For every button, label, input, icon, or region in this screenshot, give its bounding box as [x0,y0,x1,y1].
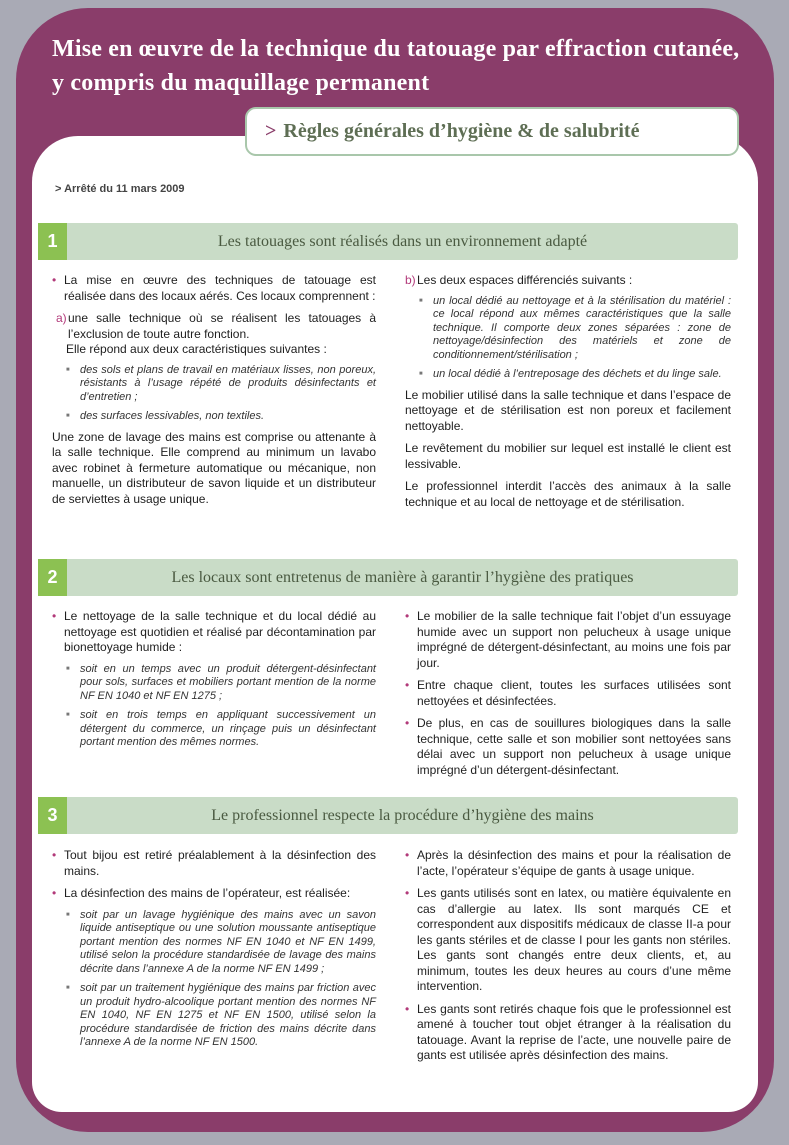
item-text: Les deux espaces différenciés suivants : [417,273,633,287]
section-header-3 [38,797,738,834]
section-title: Le professionnel respecte la procédure d’hygiène des mains [211,806,594,824]
sub-bullet-item: ■ des sols et plans de travail en matériaux lisses, non poreux, résistants à l’usage répété de produits désinfectants et d’entretien ; [64,364,376,405]
sub-bullet-item: ■ soit par un traitement hygiénique des mains par friction avec un produit hydro-alcoolique portant mention des normes NF EN 1040, NF EN 1275 et NF EN 1500, utilisé selon la procédure standardisée de friction des mains décrite dans l’annexe A de la norme NF EN 1500. [64,982,376,1050]
sub-bullet-item: ■ des surfaces lessivables, non textiles. [64,410,376,424]
bullet-item: • La désinfection des mains de l’opérateur, est réalisée: [52,886,376,902]
section-3-right-column [405,848,731,1071]
section-number: 2 [38,559,67,596]
bullet-item: • Après la désinfection des mains et pour la réalisation de l’acte, l’opérateur s’équipe de gants à usage unique. [405,848,731,879]
item-letter: a) [56,311,67,325]
paragraph: Une zone de lavage des mains est comprise ou attenante à la salle technique. Elle comprend au minimum un lavabo avec robinet à fermeture automatique ou mécanique, non manuelle, un distributeur de savon liquide et un distributeur de serviettes à usage unique. [52,429,376,506]
sub-bullet-item: ■ un local dédié à l’entreposage des déchets et du linge sale. [417,368,731,382]
bullet-item: • Les gants utilisés sont en latex, ou matière équivalente en cas d’allergie au latex. Ils sont marqués CE et correspondent aux dispositifs médicaux de classe II-a pour les gants stériles et de classe I pour les gants non stériles. Les gants sont changés entre deux clients, et, au minimum, toutes les deux heures au cours d’une même intervention. [405,886,731,995]
decree-reference: > Arrêté du 11 mars 2009 [55,183,185,195]
page-title: Mise en œuvre de la technique du tatouage par effraction cutanée, y compris du maquillage permanent [52,36,740,96]
paragraph: Le professionnel interdit l’accès des animaux à la salle technique et au local de nettoyage et de stérilisation. [405,479,731,509]
item-text: une salle technique où se réalisent les tatouages à l’exclusion de toute autre fonction. [68,311,376,341]
section-title: Les locaux sont entretenus de manière à garantir l’hygiène des pratiques [171,568,634,586]
bullet-item: • Le nettoyage de la salle technique et du local dédié au nettoyage est quotidien et réalisé par décontamination par bionettoyage humide : [52,609,376,656]
subtitle-label: Règles générales d’hygiène & de salubrité [283,120,640,142]
bullet-item: • De plus, en cas de souillures biologiques dans la salle technique, cette salle et son mobilier sont nettoyées sans délai avec un support non pelucheux à usage unique imprégné d’un détergent-désinfectant. [405,716,731,778]
sub-bullet-item: ■ soit en trois temps en appliquant successivement un détergent du commerce, un rinçage puis un désinfectant portant mention des mêmes normes. [64,709,376,750]
bullet-item: • Le mobilier de la salle technique fait l’objet d’un essuyage humide avec un support non pelucheux à usage unique imprégné de détergent-désinfectant, au moins une fois par jour. [405,609,731,671]
sub-bullet-item: ■ soit en un temps avec un produit détergent-désinfectant pour sols, surfaces et mobiliers portant mention de la norme NF EN 1040 et NF EN 1275 ; [64,663,376,704]
section-3-left-column [52,848,376,1056]
section-number: 1 [38,223,67,260]
bullet-item: • Tout bijou est retiré préalablement à la désinfection des mains. [52,848,376,879]
bullet-item: • La mise en œuvre des techniques de tatouage est réalisée dans des locaux aérés. Ces locaux comprennent : [52,273,376,304]
section-1-right-column [405,273,731,517]
item-letter: b) [405,273,416,287]
section-1-left-column [52,273,376,514]
subtitle-tab [245,107,739,156]
sub-bullet-item: ■ soit par un lavage hygiénique des mains avec un savon liquide antiseptique ou une solution moussante antiseptique portant mention des normes NF EN 1040 et NF EN 1499, utilisé selon la procédure standardisée de lavage des mains décrite dans l’annexe A de la norme NF EN 1499 ; [64,909,376,977]
lettered-item [56,311,376,342]
section-title: Les tatouages sont réalisés dans un environnement adapté [217,232,588,250]
bullet-item: • Les gants sont retirés chaque fois que le professionnel est amené à toucher tout objet étranger à la réalisation du tatouage. Avant la reprise de l’acte, une nouvelle paire de gants est utilisée après désinfection des mains. [405,1002,731,1064]
section-header-2 [38,559,738,596]
item-continuation: Elle répond aux deux caractéristiques suivantes : [66,342,327,356]
section-number: 3 [38,797,67,834]
bullet-item: • Entre chaque client, toutes les surfaces utilisées sont nettoyées et désinfectées. [405,678,731,709]
section-2-left-column [52,609,376,756]
paragraph: Le revêtement du mobilier sur lequel est installé le client est lessivable. [405,441,731,471]
lettered-item [405,273,731,289]
sub-bullet-item: ■ un local dédié au nettoyage et à la stérilisation du matériel : ce local répond aux mêmes caractéristiques que la salle technique. Il comporte deux zones séparées : zone de nettoyage/désinfection des matériels et zone de conditionnement/stérilisation ; [417,295,731,363]
section-2-right-column [405,609,731,785]
chevron-right-icon: > [265,120,277,142]
section-header-1 [38,223,738,260]
paragraph: Le mobilier utilisé dans la salle technique et dans l’espace de nettoyage et de stérilisation est non poreux et facilement nettoyable. [405,387,731,433]
